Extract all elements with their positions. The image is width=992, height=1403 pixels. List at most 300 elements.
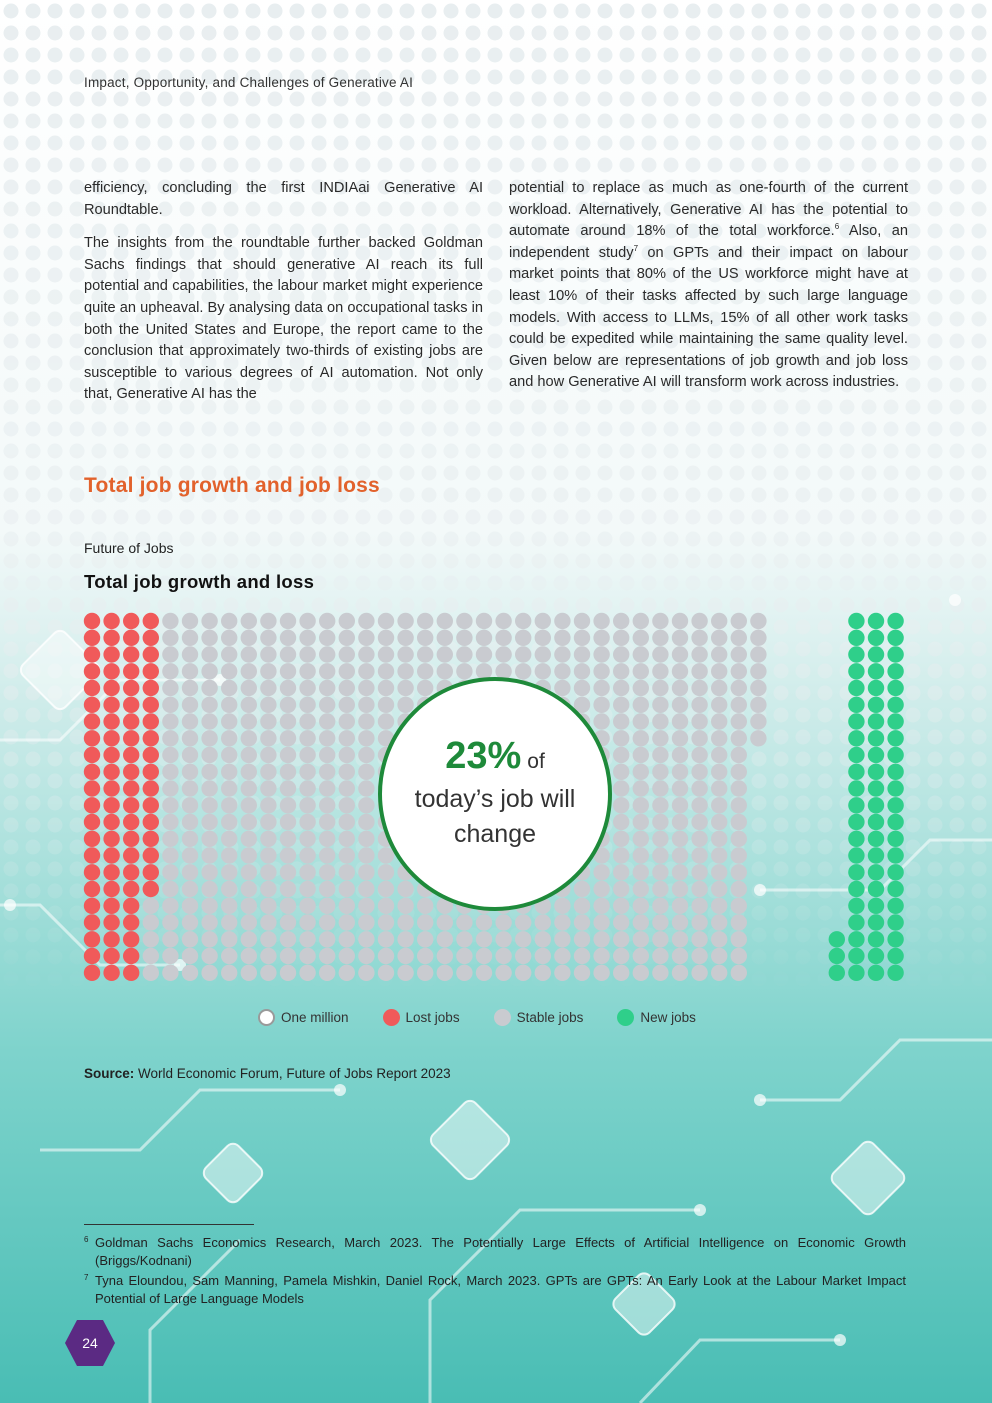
dot-stable-job bbox=[260, 730, 276, 746]
dot-stable-job bbox=[397, 898, 413, 914]
dot-stable-job bbox=[515, 646, 531, 662]
dot-stable-job bbox=[593, 697, 609, 713]
dot-stable-job bbox=[613, 713, 629, 729]
dot-stable-job bbox=[613, 780, 629, 796]
dot-stable-job bbox=[358, 630, 374, 646]
dot-stable-job bbox=[417, 914, 433, 930]
dot-lost-job bbox=[143, 864, 159, 880]
dot-stable-job bbox=[358, 931, 374, 947]
dot-new-job bbox=[848, 630, 864, 646]
dot-stable-job bbox=[691, 713, 707, 729]
dot-stable-job bbox=[319, 613, 335, 629]
dot-lost-job bbox=[103, 881, 119, 897]
dot-lost-job bbox=[84, 697, 100, 713]
dot-lost-job bbox=[103, 948, 119, 964]
dot-lost-job bbox=[123, 965, 139, 981]
dot-stable-job bbox=[241, 680, 257, 696]
dot-stable-job bbox=[711, 948, 727, 964]
dot-stable-job bbox=[593, 713, 609, 729]
footnote-ref-6[interactable]: 6 bbox=[834, 222, 840, 232]
dot-stable-job bbox=[162, 948, 178, 964]
dot-stable-job bbox=[241, 847, 257, 863]
dot-stable-job bbox=[652, 931, 668, 947]
dot-new-job bbox=[868, 680, 884, 696]
dot-lost-job bbox=[123, 797, 139, 813]
dot-stable-job bbox=[711, 780, 727, 796]
dot-stable-job bbox=[456, 646, 472, 662]
dot-stable-job bbox=[750, 697, 766, 713]
dot-new-job bbox=[887, 881, 903, 897]
dot-stable-job bbox=[339, 613, 355, 629]
dot-stable-job bbox=[672, 965, 688, 981]
dot-stable-job bbox=[221, 847, 237, 863]
dot-stable-job bbox=[535, 965, 551, 981]
dot-stable-job bbox=[437, 931, 453, 947]
dot-stable-job bbox=[731, 680, 747, 696]
dot-stable-job bbox=[319, 747, 335, 763]
dot-stable-job bbox=[241, 663, 257, 679]
dot-new-job bbox=[868, 831, 884, 847]
dot-stable-job bbox=[593, 931, 609, 947]
dot-lost-job bbox=[123, 814, 139, 830]
dot-lost-job bbox=[143, 730, 159, 746]
dot-stable-job bbox=[339, 697, 355, 713]
dot-stable-job bbox=[280, 914, 296, 930]
dot-stable-job bbox=[711, 630, 727, 646]
dot-stable-job bbox=[574, 613, 590, 629]
dot-lost-job bbox=[123, 914, 139, 930]
dot-lost-job bbox=[143, 697, 159, 713]
dot-stable-job bbox=[221, 948, 237, 964]
dot-lost-job bbox=[84, 948, 100, 964]
dot-stable-job bbox=[260, 965, 276, 981]
dot-stable-job bbox=[554, 613, 570, 629]
dot-stable-job bbox=[319, 797, 335, 813]
dot-stable-job bbox=[241, 831, 257, 847]
dot-stable-job bbox=[731, 697, 747, 713]
dot-new-job bbox=[848, 663, 864, 679]
dot-stable-job bbox=[221, 764, 237, 780]
dot-stable-job bbox=[437, 948, 453, 964]
dot-lost-job bbox=[123, 764, 139, 780]
dot-stable-job bbox=[241, 764, 257, 780]
dot-stable-job bbox=[711, 747, 727, 763]
dot-stable-job bbox=[652, 814, 668, 830]
dot-stable-job bbox=[378, 663, 394, 679]
dot-stable-job bbox=[691, 663, 707, 679]
dot-stable-job bbox=[731, 730, 747, 746]
dot-lost-job bbox=[84, 613, 100, 629]
dot-stable-job bbox=[339, 680, 355, 696]
dot-new-job bbox=[887, 730, 903, 746]
dot-lost-job bbox=[84, 931, 100, 947]
dot-stable-job bbox=[672, 898, 688, 914]
dot-stable-job bbox=[182, 831, 198, 847]
footnote-ref-7[interactable]: 7 bbox=[633, 243, 639, 253]
dot-stable-job bbox=[593, 948, 609, 964]
dot-stable-job bbox=[339, 814, 355, 830]
dot-stable-job bbox=[672, 881, 688, 897]
dot-new-job bbox=[829, 948, 845, 964]
dot-stable-job bbox=[319, 965, 335, 981]
dot-new-job bbox=[887, 613, 903, 629]
dot-lost-job bbox=[84, 881, 100, 897]
dot-stable-job bbox=[397, 646, 413, 662]
dot-stable-job bbox=[633, 780, 649, 796]
chart-kicker: Future of Jobs bbox=[84, 540, 174, 556]
dot-stable-job bbox=[299, 747, 315, 763]
dot-stable-job bbox=[495, 931, 511, 947]
dot-stable-job bbox=[182, 914, 198, 930]
dot-stable-job bbox=[613, 965, 629, 981]
dot-stable-job bbox=[554, 914, 570, 930]
dot-stable-job bbox=[339, 713, 355, 729]
dot-stable-job bbox=[299, 881, 315, 897]
dot-stable-job bbox=[378, 881, 394, 897]
dot-stable-job bbox=[221, 730, 237, 746]
dot-stable-job bbox=[613, 680, 629, 696]
dot-stable-job bbox=[593, 898, 609, 914]
dot-stable-job bbox=[182, 630, 198, 646]
dot-stable-job bbox=[299, 680, 315, 696]
dot-stable-job bbox=[201, 931, 217, 947]
dot-stable-job bbox=[672, 646, 688, 662]
dot-stable-job bbox=[574, 948, 590, 964]
dot-stable-job bbox=[339, 780, 355, 796]
dot-stable-job bbox=[476, 965, 492, 981]
dot-stable-job bbox=[554, 948, 570, 964]
dot-stable-job bbox=[711, 613, 727, 629]
dot-stable-job bbox=[319, 847, 335, 863]
dot-stable-job bbox=[182, 764, 198, 780]
dot-stable-job bbox=[652, 847, 668, 863]
dot-stable-job bbox=[476, 914, 492, 930]
dot-lost-job bbox=[84, 814, 100, 830]
dot-stable-job bbox=[358, 730, 374, 746]
dot-stable-job bbox=[731, 747, 747, 763]
dot-stable-job bbox=[280, 931, 296, 947]
body-text: potential to replace as much as one-fourth of the current workload. Alternatively, Generative AI has the potential to automate around 18% of the total workforce. bbox=[509, 180, 908, 240]
dot-new-job bbox=[887, 697, 903, 713]
dot-stable-job bbox=[731, 864, 747, 880]
dot-stable-job bbox=[691, 864, 707, 880]
dot-stable-job bbox=[241, 814, 257, 830]
dot-stable-job bbox=[456, 613, 472, 629]
dot-stable-job bbox=[221, 680, 237, 696]
dot-stable-job bbox=[613, 646, 629, 662]
dot-stable-job bbox=[241, 780, 257, 796]
dot-stable-job bbox=[241, 646, 257, 662]
dot-stable-job bbox=[319, 831, 335, 847]
dot-stable-job bbox=[339, 797, 355, 813]
dot-stable-job bbox=[417, 948, 433, 964]
dot-stable-job bbox=[339, 630, 355, 646]
dot-lost-job bbox=[103, 680, 119, 696]
dot-stable-job bbox=[378, 864, 394, 880]
page-number: 24 bbox=[82, 1335, 98, 1351]
dot-stable-job bbox=[143, 914, 159, 930]
dot-stable-job bbox=[358, 613, 374, 629]
dot-stable-job bbox=[358, 948, 374, 964]
dot-stable-job bbox=[672, 931, 688, 947]
dot-stable-job bbox=[339, 764, 355, 780]
dot-lost-job bbox=[103, 864, 119, 880]
dot-stable-job bbox=[319, 948, 335, 964]
dot-lost-job bbox=[103, 814, 119, 830]
dot-new-job bbox=[868, 747, 884, 763]
dot-stable-job bbox=[260, 680, 276, 696]
dot-stable-job bbox=[652, 831, 668, 847]
chart-legend bbox=[258, 1009, 730, 1026]
dot-stable-job bbox=[339, 931, 355, 947]
dot-stable-job bbox=[162, 965, 178, 981]
dot-new-job bbox=[868, 931, 884, 947]
dot-lost-job bbox=[123, 730, 139, 746]
dot-stable-job bbox=[691, 697, 707, 713]
dot-lost-job bbox=[84, 965, 100, 981]
dot-stable-job bbox=[260, 931, 276, 947]
dot-new-job bbox=[848, 898, 864, 914]
dot-stable-job bbox=[613, 697, 629, 713]
dot-lost-job bbox=[143, 713, 159, 729]
dot-new-job bbox=[848, 864, 864, 880]
dot-stable-job bbox=[672, 663, 688, 679]
dot-stable-job bbox=[633, 680, 649, 696]
dot-stable-job bbox=[711, 680, 727, 696]
dot-lost-job bbox=[123, 898, 139, 914]
dot-new-job bbox=[887, 898, 903, 914]
dot-lost-job bbox=[84, 847, 100, 863]
dot-stable-job bbox=[339, 747, 355, 763]
dot-stable-job bbox=[515, 914, 531, 930]
dot-stable-job bbox=[299, 948, 315, 964]
dot-stable-job bbox=[358, 680, 374, 696]
dot-lost-job bbox=[143, 663, 159, 679]
dot-stable-job bbox=[633, 864, 649, 880]
dot-stable-job bbox=[378, 613, 394, 629]
dot-stable-job bbox=[280, 847, 296, 863]
dot-stable-job bbox=[711, 965, 727, 981]
dot-stable-job bbox=[280, 630, 296, 646]
dot-stable-job bbox=[319, 914, 335, 930]
dot-stable-job bbox=[260, 831, 276, 847]
dot-stable-job bbox=[593, 914, 609, 930]
dot-stable-job bbox=[280, 814, 296, 830]
dot-stable-job bbox=[162, 881, 178, 897]
dot-stable-job bbox=[731, 931, 747, 947]
legend-item-lost-jobs bbox=[383, 1009, 460, 1026]
dot-stable-job bbox=[280, 747, 296, 763]
dot-stable-job bbox=[672, 948, 688, 964]
callout-line1 bbox=[445, 736, 545, 782]
dot-lost-job bbox=[103, 898, 119, 914]
dot-lost-job bbox=[84, 898, 100, 914]
dot-stable-job bbox=[182, 713, 198, 729]
dot-new-job bbox=[868, 797, 884, 813]
dot-stable-job bbox=[750, 713, 766, 729]
dot-lost-job bbox=[103, 780, 119, 796]
dot-stable-job bbox=[711, 931, 727, 947]
dot-stable-job bbox=[358, 697, 374, 713]
dot-stable-job bbox=[593, 965, 609, 981]
dot-stable-job bbox=[417, 965, 433, 981]
dot-stable-job bbox=[750, 646, 766, 662]
dot-stable-job bbox=[241, 948, 257, 964]
dot-stable-job bbox=[613, 948, 629, 964]
dot-stable-job bbox=[750, 730, 766, 746]
dot-new-job bbox=[868, 965, 884, 981]
dot-stable-job bbox=[280, 697, 296, 713]
dot-stable-job bbox=[731, 646, 747, 662]
dot-stable-job bbox=[652, 797, 668, 813]
dot-stable-job bbox=[711, 646, 727, 662]
dot-stable-job bbox=[260, 780, 276, 796]
dot-stable-job bbox=[162, 663, 178, 679]
dot-stable-job bbox=[299, 847, 315, 863]
dot-stable-job bbox=[711, 797, 727, 813]
dot-new-job bbox=[887, 646, 903, 662]
dot-stable-job bbox=[711, 713, 727, 729]
dot-stable-job bbox=[162, 797, 178, 813]
dot-stable-job bbox=[750, 613, 766, 629]
dot-stable-job bbox=[437, 663, 453, 679]
dot-lost-job bbox=[143, 780, 159, 796]
dot-stable-job bbox=[554, 898, 570, 914]
dot-new-job bbox=[887, 847, 903, 863]
dot-new-job bbox=[887, 680, 903, 696]
dot-stable-job bbox=[633, 898, 649, 914]
dot-stable-job bbox=[515, 948, 531, 964]
dot-stable-job bbox=[260, 713, 276, 729]
dot-stable-job bbox=[593, 630, 609, 646]
dot-lost-job bbox=[103, 764, 119, 780]
dot-stable-job bbox=[437, 630, 453, 646]
dot-new-job bbox=[868, 613, 884, 629]
dot-stable-job bbox=[672, 630, 688, 646]
dot-stable-job bbox=[711, 831, 727, 847]
dot-stable-job bbox=[495, 613, 511, 629]
dot-stable-job bbox=[221, 646, 237, 662]
dot-lost-job bbox=[143, 613, 159, 629]
dot-stable-job bbox=[672, 914, 688, 930]
dot-stable-job bbox=[535, 646, 551, 662]
dot-new-job bbox=[848, 680, 864, 696]
dot-stable-job bbox=[652, 898, 668, 914]
dot-stable-job bbox=[613, 630, 629, 646]
dot-new-job bbox=[868, 864, 884, 880]
dot-lost-job bbox=[123, 780, 139, 796]
dot-stable-job bbox=[535, 613, 551, 629]
dot-stable-job bbox=[633, 713, 649, 729]
dot-new-job bbox=[848, 747, 864, 763]
dot-stable-job bbox=[437, 646, 453, 662]
dot-stable-job bbox=[652, 914, 668, 930]
chart-title: Total job growth and loss bbox=[84, 571, 315, 592]
dot-stable-job bbox=[574, 965, 590, 981]
dot-new-job bbox=[848, 847, 864, 863]
dot-lost-job bbox=[143, 847, 159, 863]
dot-stable-job bbox=[711, 881, 727, 897]
dot-stable-job bbox=[319, 780, 335, 796]
running-header: Impact, Opportunity, and Challenges of Generative AI bbox=[84, 75, 414, 90]
dot-lost-job bbox=[123, 831, 139, 847]
dot-stable-job bbox=[554, 663, 570, 679]
dot-stable-job bbox=[652, 965, 668, 981]
dot-new-job bbox=[868, 663, 884, 679]
dot-stable-job bbox=[397, 914, 413, 930]
dot-stable-job bbox=[417, 630, 433, 646]
dot-stable-job bbox=[339, 831, 355, 847]
dot-stable-job bbox=[593, 680, 609, 696]
dot-lost-job bbox=[84, 780, 100, 796]
dot-stable-job bbox=[633, 747, 649, 763]
dot-stable-job bbox=[358, 663, 374, 679]
dot-stable-job bbox=[731, 881, 747, 897]
dot-stable-job bbox=[162, 630, 178, 646]
dot-stable-job bbox=[691, 780, 707, 796]
dot-stable-job bbox=[201, 747, 217, 763]
dot-new-job bbox=[848, 697, 864, 713]
dot-stable-job bbox=[358, 914, 374, 930]
callout-of: of bbox=[527, 750, 545, 773]
dot-stable-job bbox=[515, 965, 531, 981]
dot-stable-job bbox=[652, 730, 668, 746]
dot-lost-job bbox=[143, 831, 159, 847]
dot-new-job bbox=[887, 797, 903, 813]
dot-stable-job bbox=[397, 965, 413, 981]
dot-new-job bbox=[848, 965, 864, 981]
dot-stable-job bbox=[691, 881, 707, 897]
dot-new-job bbox=[868, 630, 884, 646]
dot-lost-job bbox=[84, 680, 100, 696]
callout-circle bbox=[378, 677, 612, 911]
dot-stable-job bbox=[672, 780, 688, 796]
dot-stable-job bbox=[299, 797, 315, 813]
dot-stable-job bbox=[515, 663, 531, 679]
dot-stable-job bbox=[201, 680, 217, 696]
dot-stable-job bbox=[476, 931, 492, 947]
dot-new-job bbox=[848, 730, 864, 746]
dot-stable-job bbox=[221, 780, 237, 796]
body-text: on GPTs and their impact on labour market points that 80% of the US workforce might have at least 10% of their tasks affected by such large language models. With access to LLMs, 15% of all other work tasks could be expedited while maintaining the same quality level. Given below are representations of job growth and job loss and how Generative AI will transform work across industries. bbox=[509, 244, 908, 391]
dot-stable-job bbox=[201, 948, 217, 964]
dot-stable-job bbox=[221, 931, 237, 947]
dot-stable-job bbox=[554, 630, 570, 646]
callout-line3: change bbox=[453, 820, 537, 848]
dot-stable-job bbox=[652, 948, 668, 964]
dot-stable-job bbox=[143, 898, 159, 914]
dot-stable-job bbox=[358, 764, 374, 780]
dot-stable-job bbox=[593, 881, 609, 897]
dot-stable-job bbox=[691, 613, 707, 629]
dot-stable-job bbox=[495, 948, 511, 964]
dot-stable-job bbox=[691, 831, 707, 847]
dot-lost-job bbox=[84, 730, 100, 746]
dot-lost-job bbox=[103, 931, 119, 947]
dot-stable-job bbox=[182, 797, 198, 813]
dot-stable-job bbox=[201, 697, 217, 713]
dot-stable-job bbox=[378, 948, 394, 964]
dot-stable-job bbox=[417, 931, 433, 947]
dot-new-job bbox=[848, 646, 864, 662]
dot-stable-job bbox=[241, 747, 257, 763]
dot-stable-job bbox=[319, 814, 335, 830]
dot-stable-job bbox=[731, 630, 747, 646]
source-label: Source: bbox=[84, 1066, 135, 1081]
legend-label: Stable jobs bbox=[516, 1010, 584, 1025]
dot-stable-job bbox=[633, 730, 649, 746]
dot-stable-job bbox=[319, 713, 335, 729]
